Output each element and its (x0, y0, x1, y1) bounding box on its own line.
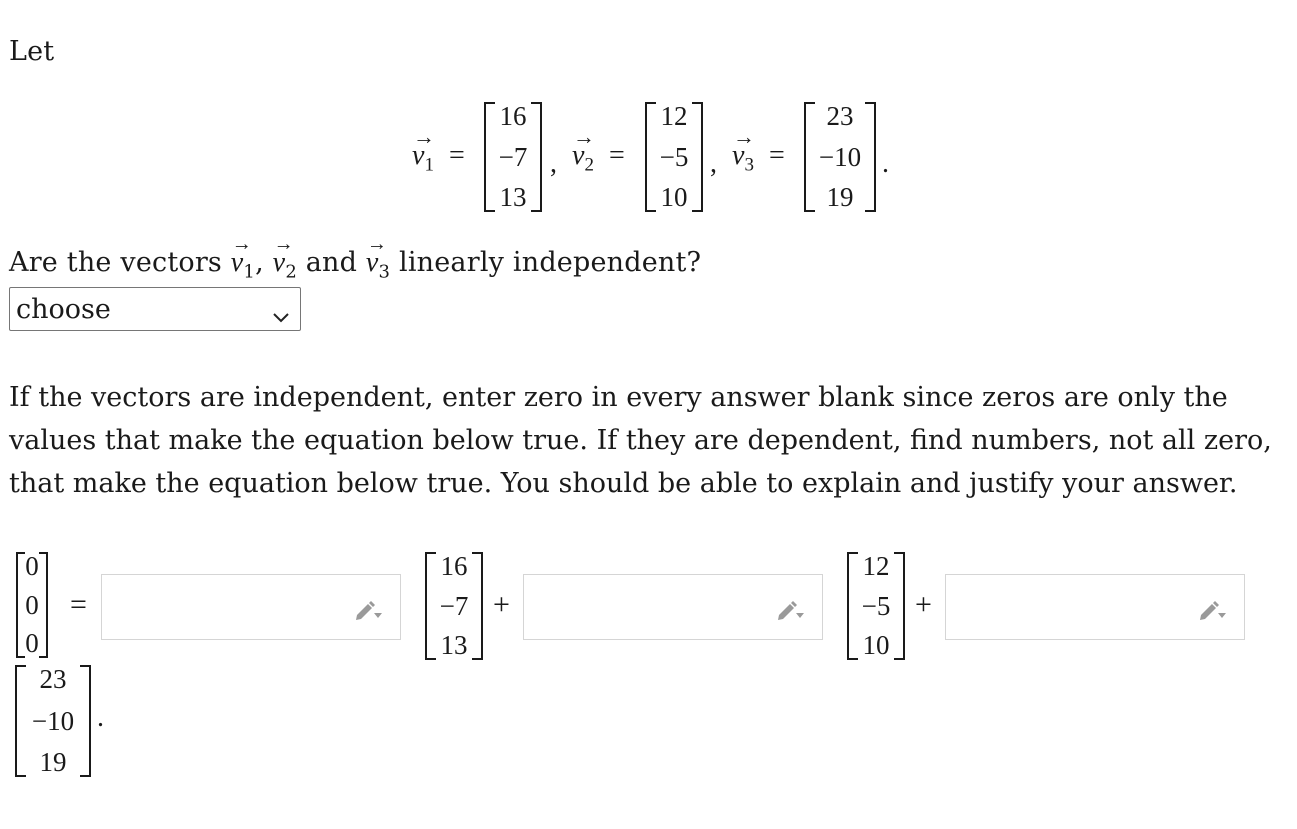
comma: , (710, 148, 717, 179)
matrix-entry: 16 (499, 101, 527, 131)
v2-label: v → $_2$ = (572, 124, 625, 176)
independence-select[interactable] (9, 287, 301, 331)
matrix-entry: 12 (862, 551, 890, 581)
matrix-entry: 10 (862, 630, 890, 660)
chevron-down-icon (272, 301, 290, 332)
matrix-entry: 19 (39, 747, 67, 777)
pencil-icon[interactable] (353, 598, 383, 622)
matrix-entry: 16 (440, 551, 468, 581)
matrix-entry: −10 (818, 141, 862, 172)
matrix-entry: 23 (39, 664, 67, 694)
matrix-entry: 0 (25, 589, 39, 620)
equals-sign: = (70, 588, 87, 621)
comma: , (550, 148, 557, 179)
matrix-entry: 0 (25, 551, 39, 581)
matrix-entry: −7 (439, 590, 469, 621)
plus-sign: + (493, 588, 510, 621)
matrix-entry: 13 (499, 182, 527, 212)
period: . (97, 702, 104, 733)
matrix-entry: −10 (31, 705, 75, 736)
question-text: Are the vectors v → $_1$, v → $_2$ and v → $_3$ linearly independent? (9, 233, 702, 283)
matrix-entry: 12 (660, 101, 688, 131)
matrix-entry: 10 (660, 182, 688, 212)
v2-matrix (645, 102, 703, 212)
v1-matrix (484, 102, 542, 212)
matrix-entry: 0 (25, 628, 39, 658)
pencil-icon[interactable] (775, 598, 805, 622)
intro-text: Let (9, 36, 55, 67)
matrix-entry: 13 (440, 630, 468, 660)
v2-matrix-equation (847, 552, 905, 660)
v3-matrix-equation (15, 665, 91, 777)
v3-matrix (804, 102, 876, 212)
v3-label: v → $_3$ = (732, 124, 785, 176)
v1-matrix-equation (425, 552, 483, 660)
period: . (882, 148, 889, 179)
plus-sign: + (915, 588, 932, 621)
matrix-entry: −7 (498, 141, 528, 172)
zero-vector-matrix (16, 552, 48, 658)
v1-label: v → $_1$ = (412, 124, 465, 176)
matrix-entry: 23 (826, 101, 854, 131)
pencil-icon[interactable] (1197, 598, 1227, 622)
instructions-text: If the vectors are independent, enter zero in every answer blank since zeros are only the values that make the equation below true. If they are dependent, find numbers, not all zero, that make the equation below true. You should be able to explain and justify your answer. (9, 382, 1272, 499)
select-value: choose (16, 293, 111, 325)
matrix-entry: −5 (861, 590, 891, 621)
matrix-entry: 19 (826, 182, 854, 212)
matrix-entry: −5 (659, 141, 689, 172)
